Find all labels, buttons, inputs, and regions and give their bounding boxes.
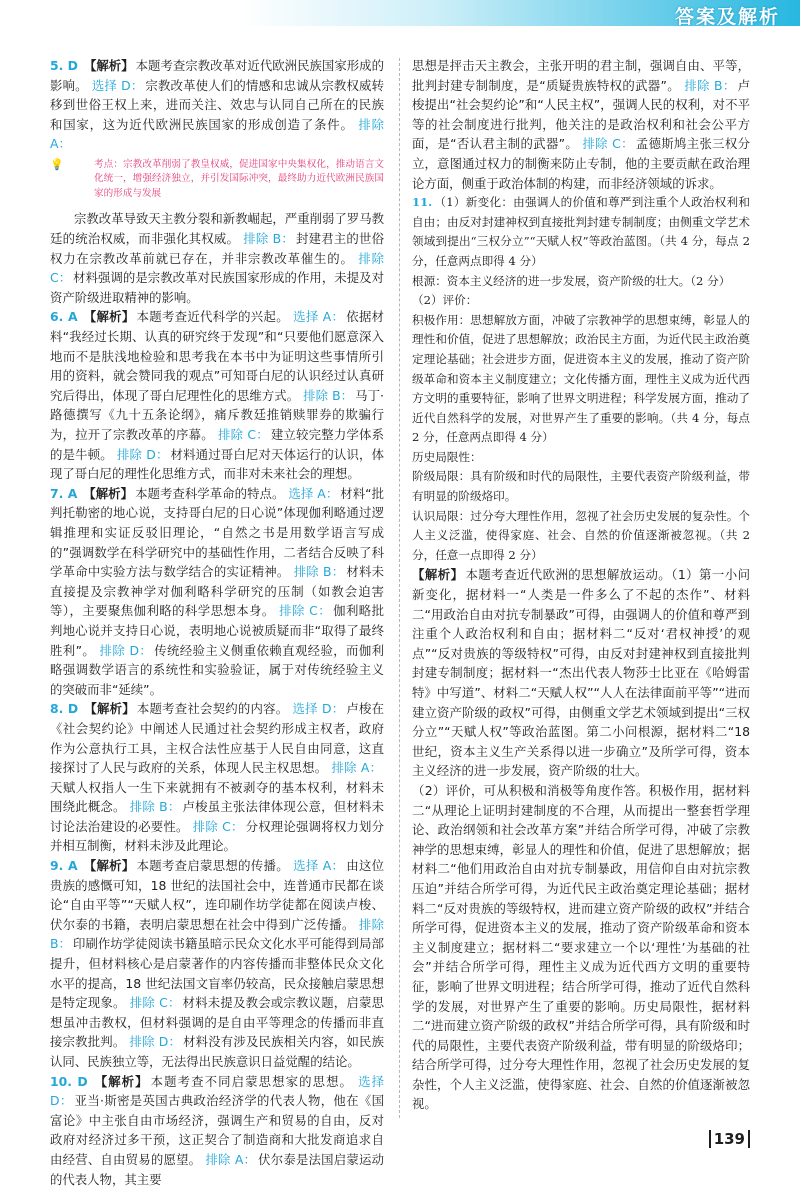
q6-intro: 本题考查近代科学的兴起。	[136, 309, 289, 325]
q6-exclude-c-label: 排除 C：	[217, 427, 269, 442]
q11-answer-part1	[412, 193, 750, 271]
q8-exclude-a-text: 天赋人权指人一生下来就拥有不被剥夺的基本权利，材料未围绕此概念。	[50, 779, 384, 815]
q5-intro: 本题考查宗教改革对近代欧洲民族国家形成的影响。	[50, 58, 384, 93]
q10-select-label: 选择 D：	[50, 1073, 384, 1109]
q6-exclude-c-text: 建立较完整力学体系的是牛顿。	[50, 427, 385, 462]
q11-analysis-part2: （2）评价，可从积极和消极等角度作答。积极作用，据材料二“从理论上证明封建制度的不合理，从而提出一整套哲学理论、政治纲领和社会改革方案”并结合所学可得，冲破了宗教神学的思想束缚，彰显人的理性和价值，促进了思想解放；据材料二“他们用政治自由对抗专制暴政，用信仰自由对抗宗教压迫”并结合所学可得，为近代民主政治奠定理论基础；据材料二“反对贵族的等级特权，进而建立资产阶级的政权”并结合所学可得，促进资本主义的发展，推动了资产阶级革命和资本主义制度建立；据材料二“要求建立一个以‘理性’为基础的社会”并结合所学可得，理性主义成为近代西方文明的重要特征，影响了世界文明进程；结合所学可得，推动了近代自然科学的发展，对世界产生了重要的影响。历史局限性，据材料二“进而建立资产阶级的政权”并结合所学可得，具有阶级和时代的局限性，主要代表资产阶级利益，带有明显的阶级烙印；结合所学可得，过分夸大理性作用，忽视了社会历史发展的复杂性，个人主义泛滥，使得家庭、社会、自然的价值逐渐被忽视。	[412, 782, 750, 1112]
analysis-tag: 【解析】	[83, 485, 134, 501]
q5-exclude-b-label: 排除 B：	[243, 231, 294, 247]
q9-select-text: 由这位贵族的感慨可知，18 世纪的法国社会中，连普通市民都在谈论“自由平等”“天赋人权”，连印刷作坊学徒都在阅读卢梭、伏尔泰的书籍，表明启蒙思想在社会中得到广泛传播。	[50, 858, 385, 932]
q10-block	[50, 1072, 384, 1189]
q5-number: 5. D	[50, 58, 78, 73]
q7-exclude-b-label: 排除 B：	[293, 564, 345, 580]
q8-exclude-c-text: 分权理论强调将权力划分并相互制衡，材料未涉及此理论。	[50, 818, 385, 854]
q8-select-text: 卢梭在《社会契约论》中阐述人民通过社会契约形成主权者，政府作为公意执行工具，主权合法性应基于人民自由同意，这直接探讨了人民与政府的关系，体现人民主权思想。	[50, 701, 385, 776]
q6-select-label: 选择 A：	[293, 309, 345, 325]
page-header	[0, 0, 800, 40]
column-divider	[399, 58, 400, 1118]
q7-exclude-c-label: 排除 C：	[279, 603, 332, 619]
q9-exclude-d-label: 排除 D：	[129, 1034, 182, 1050]
q11-cognitive-limitation: 认识局限：过分夸大理性作用，忽视了社会历史发展的复杂性。个人主义泛滥，使得家庭、社会、自然的价值逐渐被忽视。（共 2 分，任意一点即得 2 分）	[412, 508, 750, 562]
q6-exclude-d-text: 材料通过哥白尼对天体运行的认识，体现了哥白尼的理性化思维方式，而非对未来社会的理想。	[50, 446, 384, 482]
q9-exclude-d-text: 材料没有涉及民族相关内容，如民族认同、民族独立等，无法得出民族意识日益觉醒的结论。	[50, 1034, 385, 1069]
q9-number: 9. A	[50, 858, 78, 874]
analysis-tag: 【解析】	[412, 567, 464, 583]
kaodian-text: 宗教改革削弱了教皇权威，促进国家中央集权化，推动语言文化统一，增强经济独立，并引发国际冲突，最终助力近代欧洲民族国家的形成与发展	[94, 158, 385, 199]
right-column	[412, 56, 750, 1114]
q11-number: 11.	[412, 195, 433, 210]
q10-exclude-b-text: 卢梭提出“社会契约论”和“人民主权”，强调人民的权利，对不平等的社会制度进行批判，他关注的是政治权利和社会公平方面，是“否认君主制的武器”。	[412, 77, 750, 152]
q9-exclude-c-text: 材料未提及教会或宗教议题，启蒙思想虽冲击教权，但材料强调的是自由平等理念的传播而非直接宗教批判。	[50, 995, 385, 1050]
q8-number: 8. D	[50, 701, 79, 717]
left-column	[50, 56, 384, 1189]
q11-positive-effects: 积极作用：思想解放方面，冲破了宗教神学的思想束缚，彰显人的理性和价值，促进了思想解放；政治民主方面，为近代民主政治奠定理论基础；社会进步方面，促进资本主义的发展，推动了资产阶级革命和资本主义制度建立；文化传播方面，理性主义成为近代西方文明的重要特征，影响了世界文明进程；科学发展方面，推动了近代自然科学的发展，对世界产生了重要的影响。（共 4 分，每点 2 分，任意两点即得 4 分）	[412, 312, 750, 445]
q5-block	[50, 56, 384, 154]
q11-new-changes: （1）新变化：由强调人的价值和尊严到注重个人政治权利和自由；由反对封建神权到直接批判封建专制制度；由侧重文学艺术领域到提出“三权分立”“天赋人权”等政治蓝图。（共 4 分，每点 2 分，任意两点即得 4 分）	[412, 195, 750, 268]
q7-exclude-d-text: 传统经验主义侧重依赖直观经验，而伽利略强调数学语言的系统性和实验验证，属于对传统经验主义的突破而非“延续”。	[50, 642, 384, 697]
q7-select-text: 材料“批判托勒密的地心说，支持哥白尼的日心说”体现伽利略通过逻辑推理和实证反驳旧理论，“自然之书是用数学语言写成的”强调数学在科学研究中的基础性作用，二者结合反映了科学革命中实验方法与数学结合的实证精神。	[50, 485, 385, 580]
q8-exclude-b-text: 卢梭虽主张法律体现公意，但材料未讨论法治建设的必要性。	[50, 799, 384, 834]
q6-exclude-b-text: 马丁·路德撰写《九十五条论纲》，痛斥教廷推销赎罪券的欺骗行为，拉开了宗教改革的序幕。	[50, 387, 384, 442]
q10-cont-text: 思想是抨击天主教会，主张开明的君主制，强调自由、平等，批判封建专制制度，是“质疑贵族特权的武器”。	[412, 58, 750, 93]
q7-select-label: 选择 A：	[288, 485, 339, 501]
q5-exclude-b-text: 封建君主的世俗权力在宗教改革前就已存在，并非宗教改革催生的。	[50, 231, 384, 266]
q8-exclude-a-label: 排除 A：	[331, 760, 382, 776]
q9-block	[50, 856, 384, 1072]
q5-select-label: 选择 D：	[91, 77, 144, 93]
q6-exclude-d-label: 排除 D：	[116, 446, 169, 462]
q11-analysis	[412, 565, 750, 781]
q10-intro: 本题考查不同启蒙思想家的思想。	[150, 1073, 354, 1089]
q6-block	[50, 307, 384, 483]
q8-select-label: 选择 D：	[292, 701, 345, 717]
analysis-tag: 【解析】	[84, 701, 135, 717]
q9-exclude-b-text: 印刷作坊学徒阅读书籍虽暗示民众文化水平可能得到局部提升，但材料核心是启蒙著作的内容传播而非整体民众文化水平的提高，18 世纪法国文盲率仍较高，民众接触启蒙思想是特定现象。	[50, 936, 384, 1011]
q11-class-limitation: 阶级局限：具有阶级和时代的局限性，主要代表资产阶级利益，带有明显的阶级烙印。	[412, 469, 750, 504]
q5-exclude-a-label: 排除 A：	[50, 116, 384, 152]
q10-exclude-c-label: 排除 C：	[582, 136, 634, 152]
q5-exclude-c-label: 排除 C：	[50, 250, 384, 286]
q5-exclude-a-body: 宗教改革导致天主教分裂和新教崛起，严重削弱了罗马教廷的统治权威，而非强化其权威。	[50, 211, 384, 247]
q10-exclude-b-label: 排除 B：	[684, 77, 736, 93]
analysis-tag: 【解析】	[83, 309, 135, 325]
q7-exclude-c-text: 伽利略批判地心说并支持日心说，表明地心说被质疑而非“取得了最终胜利”。	[50, 603, 384, 658]
analysis-tag: 【解析】	[94, 1073, 149, 1089]
kaodian-callout	[50, 158, 384, 202]
q7-exclude-b-text: 材料未直接提及宗教神学对伽利略科学研究的压制（如教会迫害等），主要聚焦伽利略的科学思想本身。	[50, 564, 384, 619]
header-title: 答案及解析	[674, 6, 780, 28]
q8-exclude-c-label: 排除 C：	[192, 818, 244, 834]
q9-exclude-c-label: 排除 C：	[129, 995, 181, 1011]
q8-exclude-b-label: 排除 B：	[129, 799, 181, 815]
lightbulb-icon: 💡	[50, 157, 64, 171]
q11-evaluation-label: （2）评价：	[412, 293, 478, 308]
q7-number: 7. A	[50, 485, 78, 501]
q10-continued	[412, 56, 750, 193]
q5-exclude-c-text: 材料强调的是宗教改革对民族国家形成的作用，未提及对资产阶级进取精神的影响。	[50, 270, 385, 305]
page-number: 139	[709, 1130, 750, 1148]
q10-select-text: 亚当·斯密是英国古典政治经济学的代表人物，他在《国富论》中主张自由市场经济，强调生产和贸易的自由，反对政府对经济过多干预，这正契合了制造商和大批发商追求自由经营、自由贸易的愿望。	[50, 1093, 384, 1167]
q11-limitations-label: 历史局限性：	[412, 449, 482, 464]
q10-exclude-a-label: 排除 A：	[205, 1151, 257, 1167]
q10-exclude-a-text: 伏尔泰是法国启蒙运动的代表人物，其主要	[50, 1151, 384, 1187]
q6-select-text: 依据材料“我经过长期、认真的研究终于发现”和“只要他们愿意深入地而不是肤浅地检验和思考我在本书中为证明这些事情所引用的资料，就会赞同我的观点”可知哥白尼的认识经过认真研究后得出，体现了哥白尼理性化的思维方式。	[50, 309, 385, 403]
q8-block	[50, 699, 384, 856]
q9-select-label: 选择 A：	[293, 858, 345, 874]
q6-exclude-b-label: 排除 B：	[303, 387, 354, 403]
analysis-tag: 【解析】	[83, 58, 134, 73]
q10-number: 10. D	[50, 1073, 88, 1089]
kaodian-label: 考点：	[94, 158, 124, 170]
q11-root-cause: 根源：资本主义经济的进一步发展，资产阶级的壮大。（2 分）	[412, 273, 731, 288]
q10-exclude-c-text: 孟德斯鸠主张三权分立，意图通过权力的制衡来防止专制，他的主要贡献在政治理论方面，侧重于政治体制的构建，而非经济领域的诉求。	[412, 136, 751, 191]
q6-number: 6. A	[50, 309, 78, 325]
q7-exclude-d-label: 排除 D：	[99, 642, 153, 658]
q8-intro: 本题考查社会契约的内容。	[136, 701, 289, 717]
q5-exclude-a-text	[50, 209, 384, 307]
q7-intro: 本题考查科学革命的特点。	[135, 485, 285, 501]
q9-intro: 本题考查启蒙思想的传播。	[136, 858, 289, 874]
analysis-tag: 【解析】	[83, 858, 135, 874]
q9-exclude-b-label: 排除 B：	[50, 916, 385, 952]
q11-analysis-part1: 本题考查近代欧洲的思想解放运动。（1）第一小问新变化，据材料一“人类是一件多么了不起的杰作”、材料二“用政治自由对抗专制暴政”可得，由强调人的价值和尊严到注重个人政治权利和自由；据材料二“反对‘君权神授’的观点”“反对贵族的等级特权”可得，由反对封建神权到直接批判封建专制制度；据材料一“杰出代表人物莎士比亚在《哈姆雷特》中写道”、材料二“天赋人权”“人人在法律面前平等”“进而建立资产阶级的政权”可得，由侧重文学艺术领域到提出“三权分立”“天赋人权”等政治蓝图。第二小问根源，据材料二“18 世纪，资本主义生产关系得以进一步确立”及所学可得，资本主义经济的进一步发展，资产阶级的壮大。	[412, 567, 751, 779]
q5-select-text: 宗教改革使人们的情感和忠诚从宗教权威转移到世俗王权上来，进而关注、效忠与认同自己所在的民族和国家，这为近代欧洲民族国家的形成创造了条件。	[50, 77, 385, 132]
q11-answer	[412, 193, 750, 565]
q7-block	[50, 484, 384, 700]
